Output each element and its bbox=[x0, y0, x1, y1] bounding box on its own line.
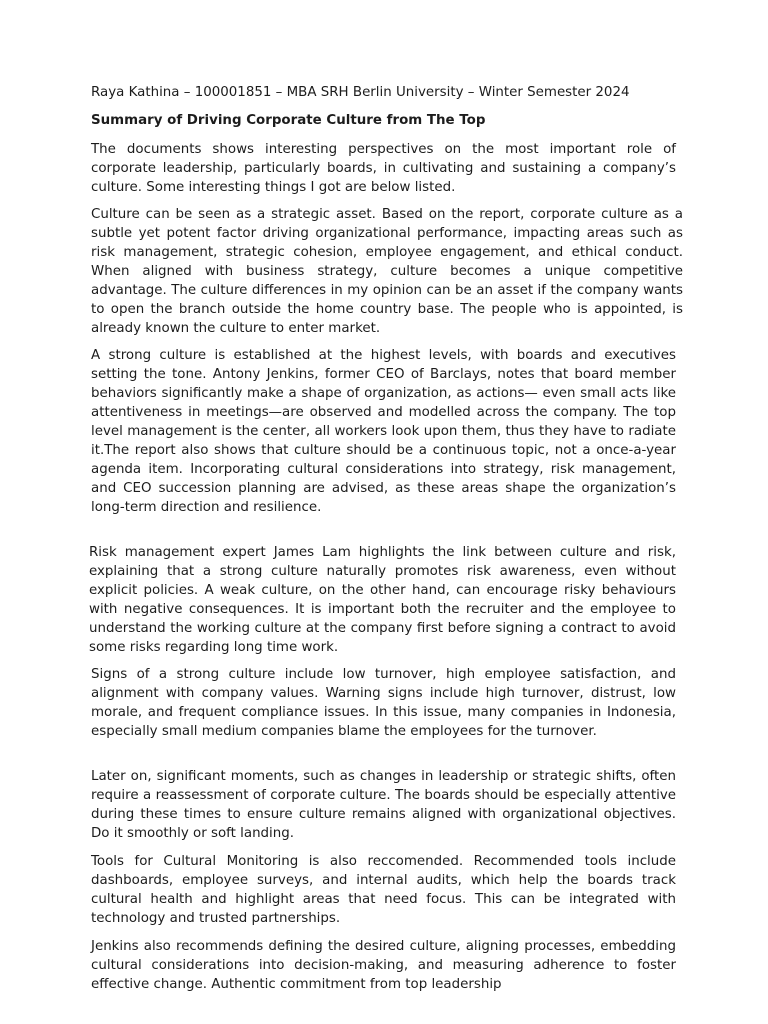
paragraph-tone-at-top: A strong culture is established at the highest levels, with boards and executives setting the tone. Antony Jenkins, former CEO of Barclays, notes that board member behaviors significantly make a shape of organization, as actions— even small acts like attentiveness in meetings—are observed and modelled across the company. The top level management is the center, all workers look upon them, thus they have to radiate it.The report also shows that culture should be a continuous topic, not a once-a-year agenda item. Incorporating cultural considerations into strategy, risk management, and CEO succession planning are advised, as these areas shape the organization’s long-term direction and resilience. bbox=[91, 348, 676, 515]
paragraph-significant-moments: Later on, significant moments, such as changes in leadership or strategic shifts, often require a reassessment of corporate culture. The boards should be especially attentive during these times to ensure culture remains aligned with organizational objectives. Do it smoothly or soft landing. bbox=[91, 769, 676, 841]
paragraph-strategic-asset: Culture can be seen as a strategic asset. Based on the report, corporate culture as a subtle yet potent factor driving organizational performance, impacting areas such as risk management, strategic cohesion, employee engagement, and ethical conduct. When aligned with business strategy, culture becomes a unique competitive advantage. The culture differences in my opinion can be an asset if the company wants to open the branch outside the home country base. The people who is appointed, is already known the culture to enter market. bbox=[91, 207, 683, 336]
document-title: Summary of Driving Corporate Culture from The Top bbox=[91, 113, 486, 128]
paragraph-intro: The documents shows interesting perspectives on the most important role of corporate leadership, particularly boards, in cultivating and sustaining a company’s culture. Some interesting things I got are below listed. bbox=[91, 142, 676, 195]
paragraph-risk-management: Risk management expert James Lam highlights the link between culture and risk, explaining that a strong culture naturally promotes risk awareness, even without explicit policies. A weak culture, on the other hand, can encourage risky behaviours with negative consequences. It is important both the recruiter and the employee to understand the working culture at the company first before signing a contract to avoid some risks regarding long time work. bbox=[89, 545, 676, 655]
paragraph-monitoring-tools: Tools for Cultural Monitoring is also reccomended. Recommended tools include dashboards, employee surveys, and internal audits, which help the boards track cultural health and highlight areas that need focus. This can be integrated with technology and trusted partnerships. bbox=[91, 854, 676, 926]
paragraph-signs-of-culture: Signs of a strong culture include low turnover, high employee satisfaction, and alignment with company values. Warning signs include high turnover, distrust, low morale, and frequent compliance issues. In this issue, many companies in Indonesia, especially small medium companies blame the employees for the turnover. bbox=[91, 667, 676, 739]
document-header: Raya Kathina – 100001851 – MBA SRH Berlin University – Winter Semester 2024 bbox=[91, 85, 630, 100]
paragraph-jenkins-recommendations: Jenkins also recommends defining the desired culture, aligning processes, embedding cultural considerations into decision-making, and measuring adherence to foster effective change. Authentic commitment from top leadership bbox=[91, 939, 676, 992]
